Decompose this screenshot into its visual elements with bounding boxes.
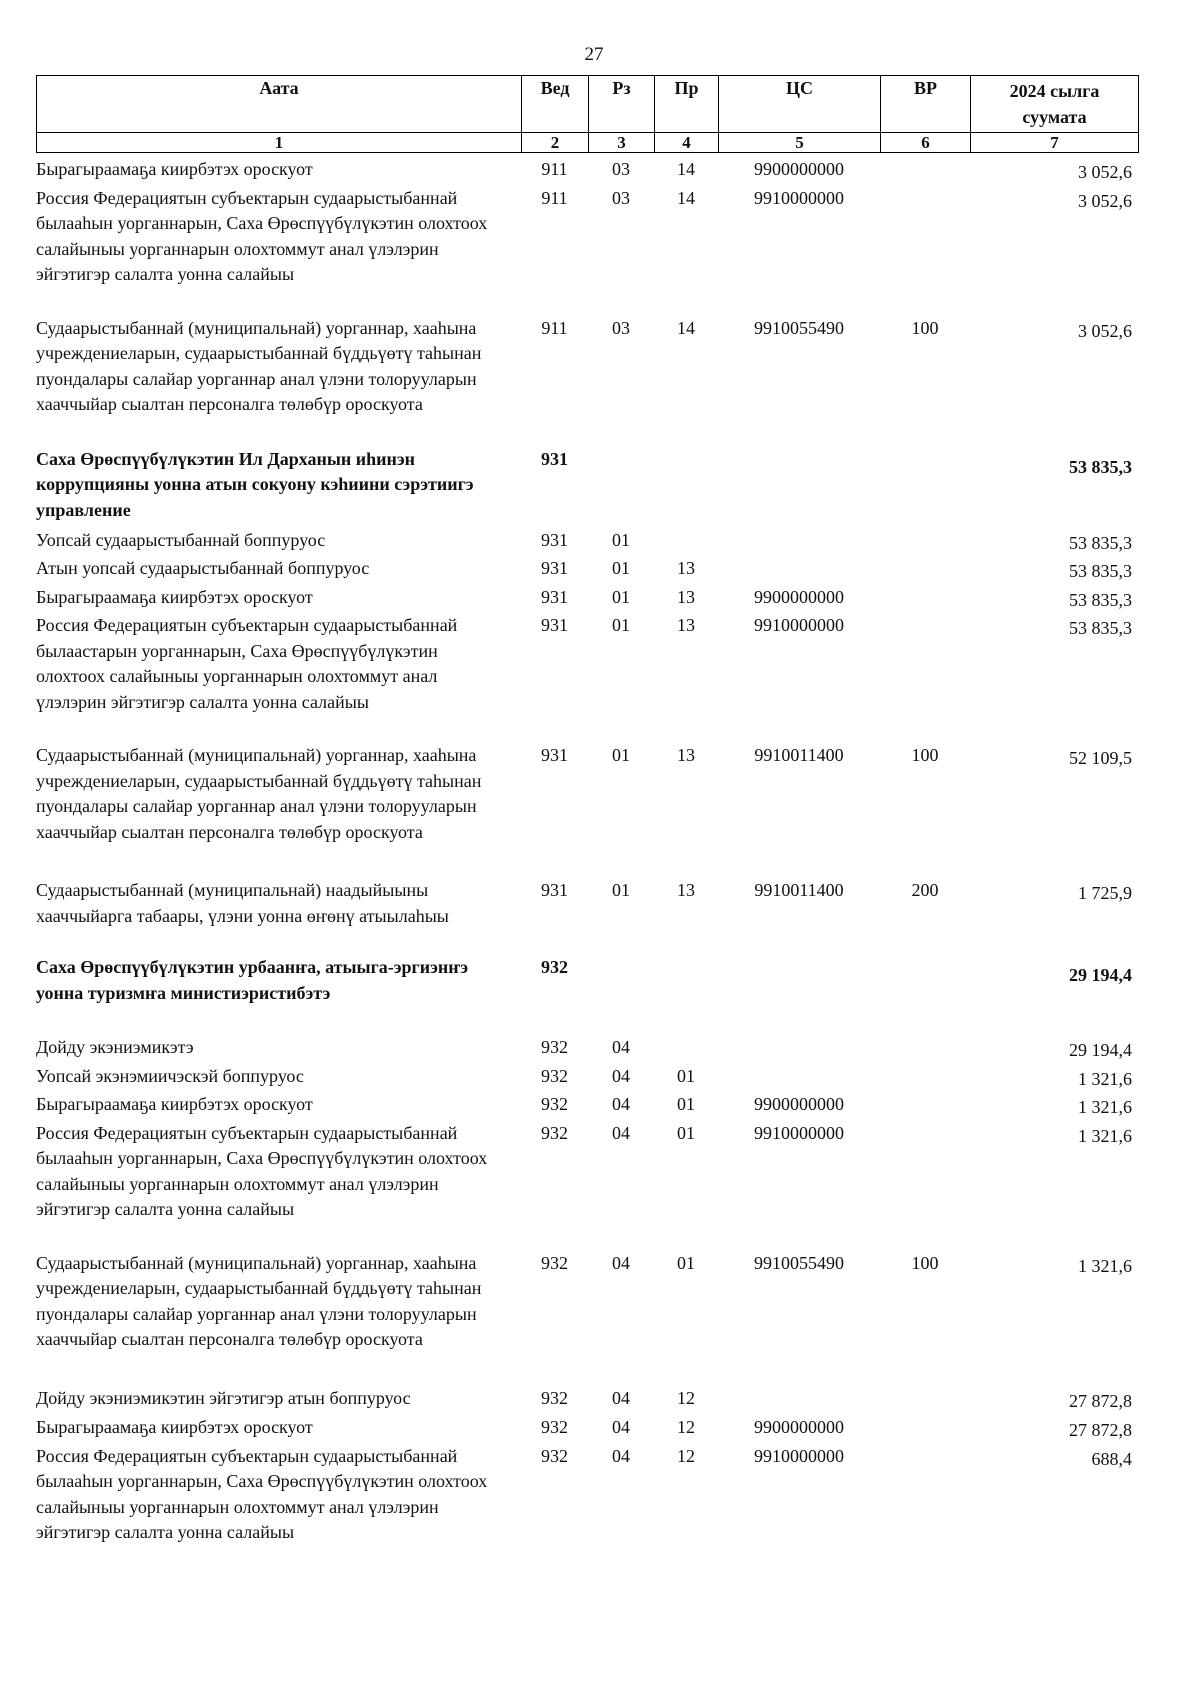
cell-cs: 9910000000	[754, 1122, 844, 1143]
cell-pr: 13	[677, 880, 695, 900]
table-row	[36, 585, 1138, 614]
table-row	[36, 186, 1138, 316]
cell-rz: 01	[612, 586, 630, 607]
header-col-sum-line2: суумата	[1022, 107, 1087, 127]
cell-pr: 13	[677, 615, 695, 635]
cell-ved: 931	[541, 615, 568, 635]
cell-cs: 9910011400	[754, 880, 844, 900]
cell-name: Бырагыраамаҕа киирбэтэх ороскуот	[36, 1416, 313, 1437]
cell-sum: 1 321,6	[1078, 1255, 1132, 1276]
cell-vr	[880, 157, 970, 186]
header-col-sum	[971, 76, 1139, 133]
cell-cs: 9910000000	[754, 615, 844, 635]
cell-vr	[880, 528, 970, 557]
cell-vr	[880, 1386, 970, 1415]
table-row	[36, 1035, 1138, 1064]
cell-cs	[718, 1386, 880, 1415]
cell-vr: 100	[911, 1252, 939, 1273]
cell-vr: 100	[911, 317, 939, 338]
header-num-2: 2	[522, 133, 589, 153]
cell-ved: 932	[541, 957, 568, 977]
table-row	[36, 1251, 1138, 1386]
cell-rz: 03	[612, 159, 630, 179]
cell-vr	[880, 1415, 970, 1444]
cell-vr	[880, 955, 970, 1035]
table-row	[36, 1444, 1138, 1554]
page-number: 27	[584, 44, 604, 65]
header-col-sum-line1: 2024 сылга	[1009, 81, 1100, 101]
cell-vr	[880, 447, 970, 528]
header-num-4: 4	[655, 133, 719, 153]
cell-vr	[880, 556, 970, 585]
cell-ved: 911	[541, 187, 568, 208]
cell-name: Дойду экэниэмикэтэ	[36, 1037, 194, 1057]
cell-rz: 03	[612, 317, 630, 338]
cell-pr: 12	[677, 1387, 695, 1408]
cell-rz: 04	[612, 1065, 630, 1086]
cell-rz	[588, 447, 654, 528]
header-col-cs: ЦС	[719, 76, 881, 133]
cell-ved: 931	[541, 529, 568, 550]
cell-ved: 932	[541, 1065, 568, 1086]
cell-vr: 200	[911, 880, 939, 900]
cell-sum: 29 194,4	[1069, 965, 1132, 985]
cell-pr: 01	[677, 1122, 695, 1143]
table-row	[36, 613, 1138, 743]
cell-sum: 53 835,3	[1069, 456, 1132, 477]
cell-sum: 53 835,3	[1069, 561, 1132, 581]
header-num-5: 5	[719, 133, 881, 153]
cell-rz: 01	[612, 880, 630, 900]
cell-pr: 01	[677, 1252, 695, 1273]
cell-sum: 27 872,8	[1069, 1419, 1132, 1440]
cell-sum: 1 321,6	[1078, 1097, 1132, 1117]
header-num-1: 1	[37, 133, 522, 153]
cell-cs	[718, 528, 880, 557]
table-row	[36, 1064, 1138, 1093]
cell-ved: 932	[541, 1416, 568, 1437]
cell-cs	[718, 1064, 880, 1093]
cell-name: Уопсай экэнэмиичэскэй боппуруос	[36, 1065, 304, 1086]
cell-vr	[880, 186, 970, 316]
cell-sum: 1 321,6	[1078, 1125, 1132, 1146]
cell-ved: 911	[541, 159, 568, 179]
table-row	[36, 1386, 1138, 1415]
cell-vr	[880, 1121, 970, 1251]
cell-ved: 931	[541, 880, 568, 900]
cell-name: Судаарыстыбаннай (муниципальнай) уорганнар, хааһына учреждениеларын, судаарыстыбаннай бүддьүөтү таһынан пуондалары салайар уорганнар анал үлэни толорууларын хааччыйар сыалтан персоналга төлөбүр ороскуота	[36, 1252, 482, 1349]
table-row	[36, 1415, 1138, 1444]
cell-ved: 932	[541, 1445, 568, 1466]
table-row	[36, 1121, 1138, 1251]
cell-pr: 01	[677, 1094, 695, 1114]
cell-pr: 13	[677, 586, 695, 607]
cell-rz: 04	[612, 1094, 630, 1114]
cell-cs	[718, 955, 880, 1035]
cell-name: Россия Федерациятын субъектарын судаарыстыбаннай былаастарын уорганнарын, Саха Өрөспүүбүлүкэтин олохтоох салайыныы уорганнарын олохтоммут анал үлэлэрин эйгэтигэр салалта уонна салайыы	[36, 615, 458, 712]
header-num-3: 3	[589, 133, 655, 153]
cell-name: Бырагыраамаҕа киирбэтэх ороскуот	[36, 159, 313, 179]
cell-ved: 931	[541, 586, 568, 607]
cell-cs: 9900000000	[754, 1094, 844, 1114]
cell-name: Судаарыстыбаннай (муниципальнай) уорганнар, хааһына учреждениеларын, судаарыстыбаннай бүддьүөтү таһынан пуондалары салайар уорганнар анал үлэни толорууларын хааччыйар сыалтан персоналга төлөбүр ороскуота	[36, 745, 482, 842]
cell-vr	[880, 1064, 970, 1093]
cell-name: Россия Федерациятын субъектарын судаарыстыбаннай былааһын уорганнарын, Саха Өрөспүүбүлүкэтин олохтоох салайыныы уорганнарын олохтоммут анал үлэлэрин эйгэтигэр салалта уонна салайыы	[36, 187, 488, 284]
header-col-pr: Пр	[655, 76, 719, 133]
cell-pr: 01	[677, 1065, 695, 1086]
cell-rz: 01	[612, 529, 630, 550]
cell-rz: 03	[612, 187, 630, 208]
cell-name: Саха Өрөспүүбүлүкэтин урбаанҥа, атыыга-эргиэнҥэ уонна туризмҥа министиэристибэтэ	[36, 957, 469, 1003]
cell-rz: 01	[612, 745, 630, 765]
cell-cs: 9910000000	[754, 1445, 844, 1466]
header-col-name: Аата	[37, 76, 522, 133]
cell-vr	[880, 585, 970, 614]
cell-sum: 53 835,3	[1069, 618, 1132, 638]
cell-vr	[880, 1444, 970, 1554]
table-row	[36, 743, 1138, 878]
cell-rz: 01	[612, 615, 630, 635]
cell-pr: 14	[677, 187, 695, 208]
cell-pr: 14	[677, 317, 695, 338]
cell-ved: 932	[541, 1252, 568, 1273]
cell-rz: 04	[612, 1037, 630, 1057]
cell-sum: 3 052,6	[1078, 190, 1132, 211]
cell-name: Атын уопсай судаарыстыбаннай боппуруос	[36, 558, 370, 578]
cell-sum: 688,4	[1091, 1448, 1132, 1469]
cell-pr	[654, 955, 718, 1035]
cell-rz: 04	[612, 1416, 630, 1437]
cell-ved: 932	[541, 1094, 568, 1114]
cell-rz: 04	[612, 1445, 630, 1466]
cell-rz	[588, 955, 654, 1035]
table-row	[36, 1092, 1138, 1121]
cell-rz: 04	[612, 1252, 630, 1273]
cell-rz: 04	[612, 1387, 630, 1408]
cell-sum: 52 109,5	[1069, 748, 1132, 768]
cell-ved: 932	[541, 1122, 568, 1143]
cell-ved: 932	[541, 1037, 568, 1057]
cell-sum: 1 725,9	[1078, 883, 1132, 903]
header-col-vr: ВР	[881, 76, 971, 133]
cell-name: Судаарыстыбаннай (муниципальнай) наадыйыыны хааччыйарга табаары, үлэни уонна өҥөнү атыылаһыы	[36, 880, 449, 926]
cell-sum: 3 052,6	[1078, 162, 1132, 182]
cell-sum: 53 835,3	[1069, 589, 1132, 610]
cell-pr: 12	[677, 1445, 695, 1466]
cell-ved: 931	[541, 448, 568, 469]
cell-name: Уопсай судаарыстыбаннай боппуруос	[36, 529, 326, 550]
table-row	[36, 157, 1138, 186]
header-num-6: 6	[881, 133, 971, 153]
table-row	[36, 528, 1138, 557]
table-row	[36, 316, 1138, 447]
cell-pr	[654, 1035, 718, 1064]
table-row	[36, 955, 1138, 1035]
cell-ved: 931	[541, 558, 568, 578]
cell-sum: 29 194,4	[1069, 1040, 1132, 1060]
cell-vr: 100	[911, 745, 939, 765]
cell-pr: 13	[677, 745, 695, 765]
cell-cs: 9900000000	[754, 159, 844, 179]
cell-rz: 01	[612, 558, 630, 578]
header-col-ved: Вед	[522, 76, 589, 133]
cell-ved: 911	[541, 317, 568, 338]
cell-name: Россия Федерациятын субъектарын судаарыстыбаннай былааһын уорганнарын, Саха Өрөспүүбүлүкэтин олохтоох салайыныы уорганнарын олохтоммут анал үлэлэрин эйгэтигэр салалта уонна салайыы	[36, 1445, 488, 1542]
cell-sum: 27 872,8	[1069, 1390, 1132, 1411]
cell-pr	[654, 447, 718, 528]
cell-name: Бырагыраамаҕа киирбэтэх ороскуот	[36, 586, 313, 607]
header-num-7: 7	[971, 133, 1139, 153]
cell-cs: 9910055490	[754, 317, 844, 338]
cell-pr	[654, 528, 718, 557]
cell-vr	[880, 613, 970, 743]
cell-rz: 04	[612, 1122, 630, 1143]
cell-vr	[880, 1092, 970, 1121]
cell-cs: 9900000000	[754, 586, 844, 607]
cell-ved: 932	[541, 1387, 568, 1408]
cell-name: Россия Федерациятын субъектарын судаарыстыбаннай былааһын уорганнарын, Саха Өрөспүүбүлүкэтин олохтоох салайыныы уорганнарын олохтоммут анал үлэлэрин эйгэтигэр салалта уонна салайыы	[36, 1122, 488, 1219]
header-col-rz: Рз	[589, 76, 655, 133]
budget-table-body	[36, 157, 1138, 1554]
cell-sum: 3 052,6	[1078, 320, 1132, 341]
table-row	[36, 878, 1138, 955]
cell-cs: 9910055490	[754, 1252, 844, 1273]
cell-cs: 9910011400	[754, 745, 844, 765]
cell-sum: 1 321,6	[1078, 1068, 1132, 1089]
cell-cs: 9910000000	[754, 187, 844, 208]
cell-pr: 13	[677, 558, 695, 578]
table-header	[36, 75, 1139, 153]
cell-name: Судаарыстыбаннай (муниципальнай) уорганнар, хааһына учреждениеларын, судаарыстыбаннай бүддьүөтү таһынан пуондалары салайар уорганнар анал үлэни толорууларын хааччыйар сыалтан персоналга төлөбүр ороскуота	[36, 317, 482, 414]
cell-ved: 931	[541, 745, 568, 765]
table-row	[36, 556, 1138, 585]
cell-cs: 9900000000	[754, 1416, 844, 1437]
cell-pr: 12	[677, 1416, 695, 1437]
cell-cs	[718, 447, 880, 528]
cell-sum: 53 835,3	[1069, 532, 1132, 553]
cell-name: Бырагыраамаҕа киирбэтэх ороскуот	[36, 1094, 313, 1114]
cell-vr	[880, 1035, 970, 1064]
cell-name: Дойду экэниэмикэтин эйгэтигэр атын боппуруос	[36, 1387, 411, 1408]
cell-cs	[718, 556, 880, 585]
cell-name: Саха Өрөспүүбүлүкэтин Ил Дарханын иһинэн коррупцияны уонна атын сокуону кэһиини сэрэтиигэ управление	[36, 448, 474, 520]
cell-pr: 14	[677, 159, 695, 179]
cell-cs	[718, 1035, 880, 1064]
table-row	[36, 447, 1138, 528]
